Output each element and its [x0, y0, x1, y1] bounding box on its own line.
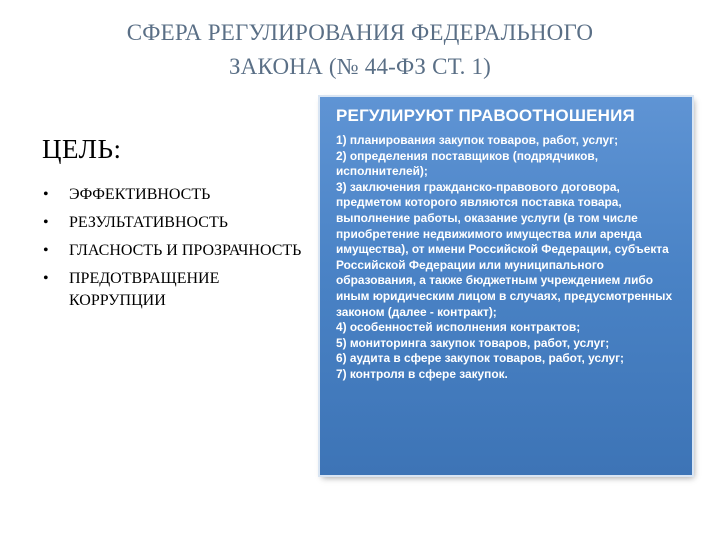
- bullet-icon: •: [43, 242, 49, 259]
- regulated-relations-panel: [320, 97, 692, 475]
- regulated-relations-heading: РЕГУЛИРУЮТ ПРАВООТНОШЕНИЯ: [336, 106, 635, 125]
- reg-item-audit: 6) аудита в сфере закупок товаров, работ, услуг;: [336, 351, 625, 366]
- slide-title-line-1: СФЕРА РЕГУЛИРОВАНИЯ ФЕДЕРАЛЬНОГО: [126, 20, 594, 45]
- goal-item-anticorruption: [42, 268, 312, 312]
- goal-section: [42, 132, 312, 318]
- goal-item-text: ГЛАСНОСТЬ И ПРОЗРАЧНОСТЬ: [69, 242, 302, 259]
- bullet-icon: •: [43, 214, 49, 231]
- reg-item-contract-conclusion: 3) заключения гражданско-правового договора, предметом которого являются поставка товара, выполнение работы, оказание услуги (в том числе приобретение недвижимого имущества или аренда имущества), от имени Российской Федерации, субъекта Российской Федерации или муниципального образования, а также бюджетным учреждением либо иным юридическим лицом в случаях, предусмотренных законом (далее - контракт);: [336, 179, 673, 319]
- slide-title-line-2: ЗАКОНА (№ 44-ФЗ СТ. 1): [228, 54, 492, 79]
- goal-item-effectiveness: [42, 212, 312, 234]
- goal-item-efficiency: [42, 184, 312, 206]
- reg-item-monitoring: 5) мониторинга закупок товаров, работ, услуг;: [336, 335, 610, 350]
- slide-title: [20, 16, 700, 84]
- reg-item-planning: 1) планирования закупок товаров, работ, услуг;: [336, 133, 619, 147]
- reg-item-contract-execution: 4) особенностей исполнения контрактов;: [336, 320, 581, 335]
- regulated-relations-list: [336, 133, 682, 383]
- goal-list: [42, 184, 312, 312]
- reg-item-supplier-selection: 2) определения поставщиков (подрядчиков, исполнителей);: [336, 148, 599, 179]
- goal-item-transparency: [42, 240, 312, 262]
- bullet-icon: •: [43, 186, 49, 203]
- bullet-icon: •: [43, 270, 49, 287]
- goal-item-text: РЕЗУЛЬТАТИВНОСТЬ: [69, 214, 228, 231]
- goal-item-text: ПРЕДОТВРАЩЕНИЕ КОРРУПЦИИ: [69, 270, 220, 309]
- goal-item-text: ЭФФЕКТИВНОСТЬ: [69, 186, 211, 203]
- reg-item-control: 7) контроля в сфере закупок.: [336, 366, 508, 381]
- goal-label: ЦЕЛЬ:: [42, 134, 122, 164]
